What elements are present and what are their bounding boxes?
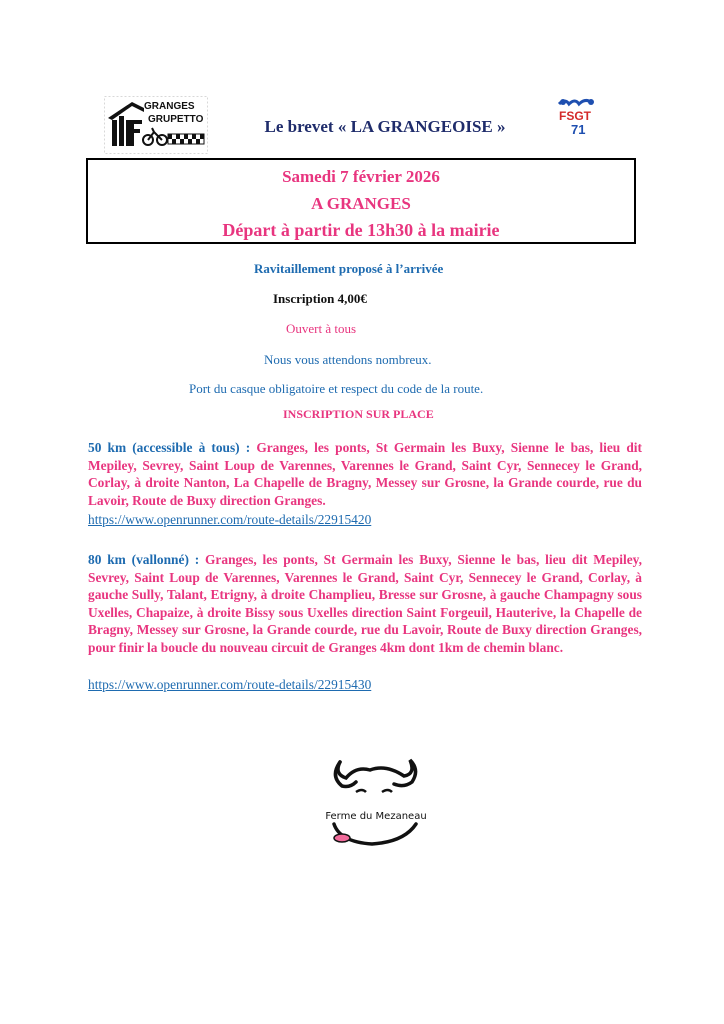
event-place: A GRANGES bbox=[311, 194, 411, 213]
route-50km-link[interactable]: https://www.openrunner.com/route-details/22915420 bbox=[88, 512, 372, 527]
logo-right-text-top: FSGT bbox=[559, 109, 591, 123]
route-50km-paragraph bbox=[88, 439, 642, 509]
open-to-all-text: Ouvert à tous bbox=[286, 321, 357, 336]
route-80km-lead: 80 km (vallonné) : bbox=[88, 552, 206, 567]
event-departure: Départ à partir de 13h30 à la mairie bbox=[222, 220, 500, 240]
inscription-on-site-text: INSCRIPTION SUR PLACE bbox=[283, 407, 434, 421]
sponsor-name: Ferme du Mezaneau bbox=[325, 811, 427, 822]
logo-left-text-bottom: GRUPETTO bbox=[148, 114, 204, 125]
event-date: Samedi 7 février 2026 bbox=[282, 167, 440, 186]
helmet-rule-text: Port du casque obligatoire et respect du code de la route. bbox=[189, 381, 484, 396]
route-50km-description: Granges, les ponts, St Germain les Buxy, Sienne le bas, lieu dit Mepiley, Sevrey, Saint Loup de Varennes, Varennes le Grand, Saint Cyr, Sennecey le Grand, Corlay, à droite Nanton, La Chapelle de Bragny, Messey sur Grosne, la Grande courde, rue du Lavoir, Route de Buxy direction Granges. bbox=[88, 440, 642, 508]
route-80km-description: Granges, les ponts, St Germain les Buxy, Sienne le bas, lieu dit Mepiley, Sevrey, Saint Loup de Varennes, Varennes le Grand, Saint Cyr, Sennecey le Grand, Corlay, à gauche Sully, Talant, Etrigny, à droite Champlieu, Bresse sur Grosne, à gauche Champagny sous Uxelles, Chapaize, à droite Bissy sous Uxelles direction Saint Forgeuil, Hauterive, la Chapelle de Bragny, Messey sur Grosne, la Grande courde, rue du Lavoir, Route de Buxy direction Granges, pour finir la boucle du nouveau circuit de Granges 4km dont 1km de chemin blanc. bbox=[88, 552, 642, 655]
route-80km-paragraph bbox=[88, 551, 642, 657]
route-80km-link[interactable]: https://www.openrunner.com/route-details/22915430 bbox=[88, 677, 372, 692]
ravitaillement-text: Ravitaillement proposé à l’arrivée bbox=[254, 261, 444, 276]
logo-left-text-top: GRANGES bbox=[144, 101, 195, 112]
ferme-du-mezaneau-logo bbox=[320, 752, 432, 848]
event-headline-box bbox=[86, 158, 636, 244]
inscription-price: Inscription 4,00€ bbox=[273, 291, 367, 306]
granges-grupetto-logo bbox=[104, 96, 208, 154]
route-50km-lead: 50 km (accessible à tous) : bbox=[88, 440, 257, 455]
welcome-text: Nous vous attendons nombreux. bbox=[264, 352, 432, 367]
page-title: Le brevet « LA GRANGEOISE » bbox=[264, 117, 506, 136]
logo-right-text-bottom: 71 bbox=[571, 122, 586, 136]
fsgt-71-logo bbox=[555, 96, 599, 136]
